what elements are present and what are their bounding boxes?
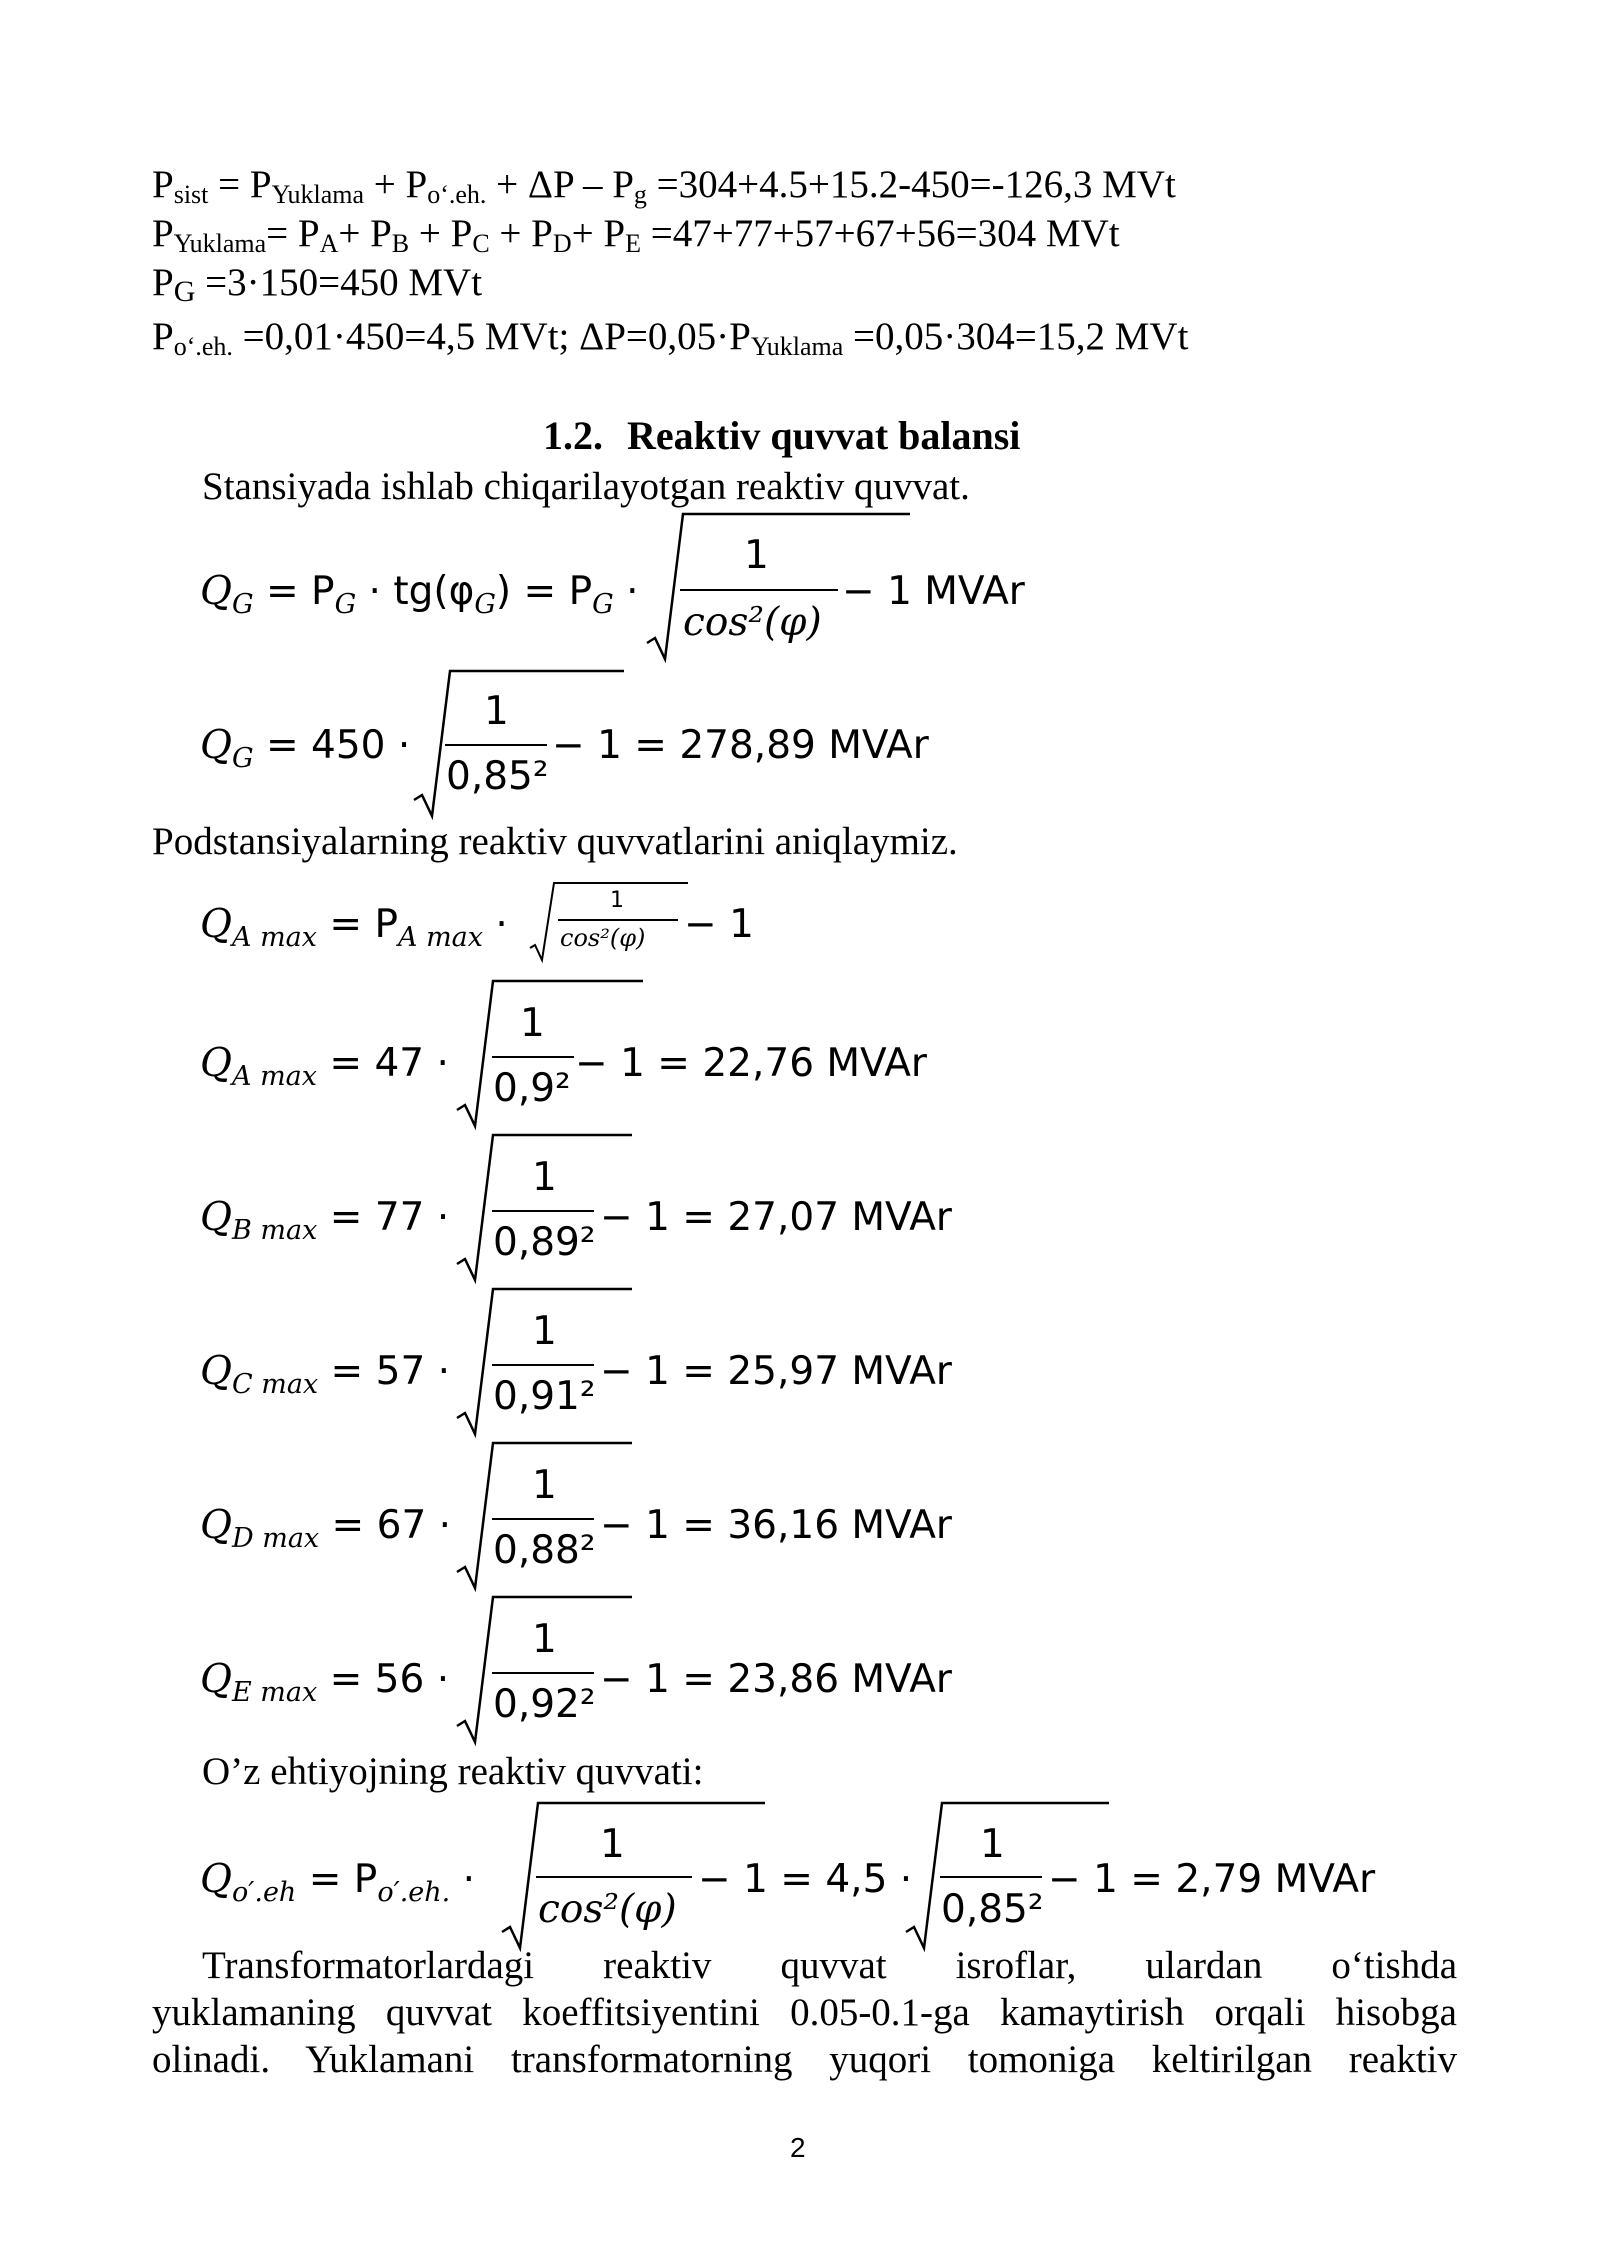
section-number: 1.2.	[543, 413, 603, 458]
power-line-psist: $P_{sist} = P_{Yuklama} + P_{o‘.eh.} + \Delta P - P_g =304+4.5+15.2-450=-126,3$ MVt	[152, 163, 1176, 209]
podstansiya-text: Podstansiyalarning reaktiv quvvatlarini aniqlaymiz.	[152, 820, 958, 863]
oz-ehtiyoj-text: O’z ehtiyojning reaktiv quvvati:	[202, 1750, 704, 1793]
paragraph-line-1: Transformatorlardagi reaktiv quvvat isroflar, ulardan o‘tishda	[202, 1944, 1457, 1987]
power-line-poeh: $P_{o‘.eh.} =0,01\cdot 450=4,5$ MVt; $\Delta P=0,05\cdot P_{Yuklama} =0,05\cdot 304=15,2$ MVt	[152, 315, 1189, 361]
section-heading	[543, 413, 1021, 458]
paragraph-line-3: olinadi. Yuklamani transformatorning yuqori tomoniga keltirilgan reaktiv	[152, 2038, 1457, 2081]
power-line-pg: PG =3·150=450 MVt	[152, 261, 483, 308]
power-line-pyuklama: $P_{Yuklama}= P_A+ P_B + P_C + P_D+ P_E =47+77+57+67+56=304$ MVt	[152, 212, 1120, 258]
paragraph-line-2: yuklamaning quvvat koeffitsiyentini 0.05-0.1-ga kamaytirish orqali hisobga	[152, 1991, 1457, 2034]
section-title: Reaktiv quvvat balansi	[627, 413, 1021, 458]
page-number: 2	[790, 2132, 806, 2163]
intro-text: Stansiyada ishlab chiqarilayotgan reaktiv quvvat.	[202, 465, 970, 508]
